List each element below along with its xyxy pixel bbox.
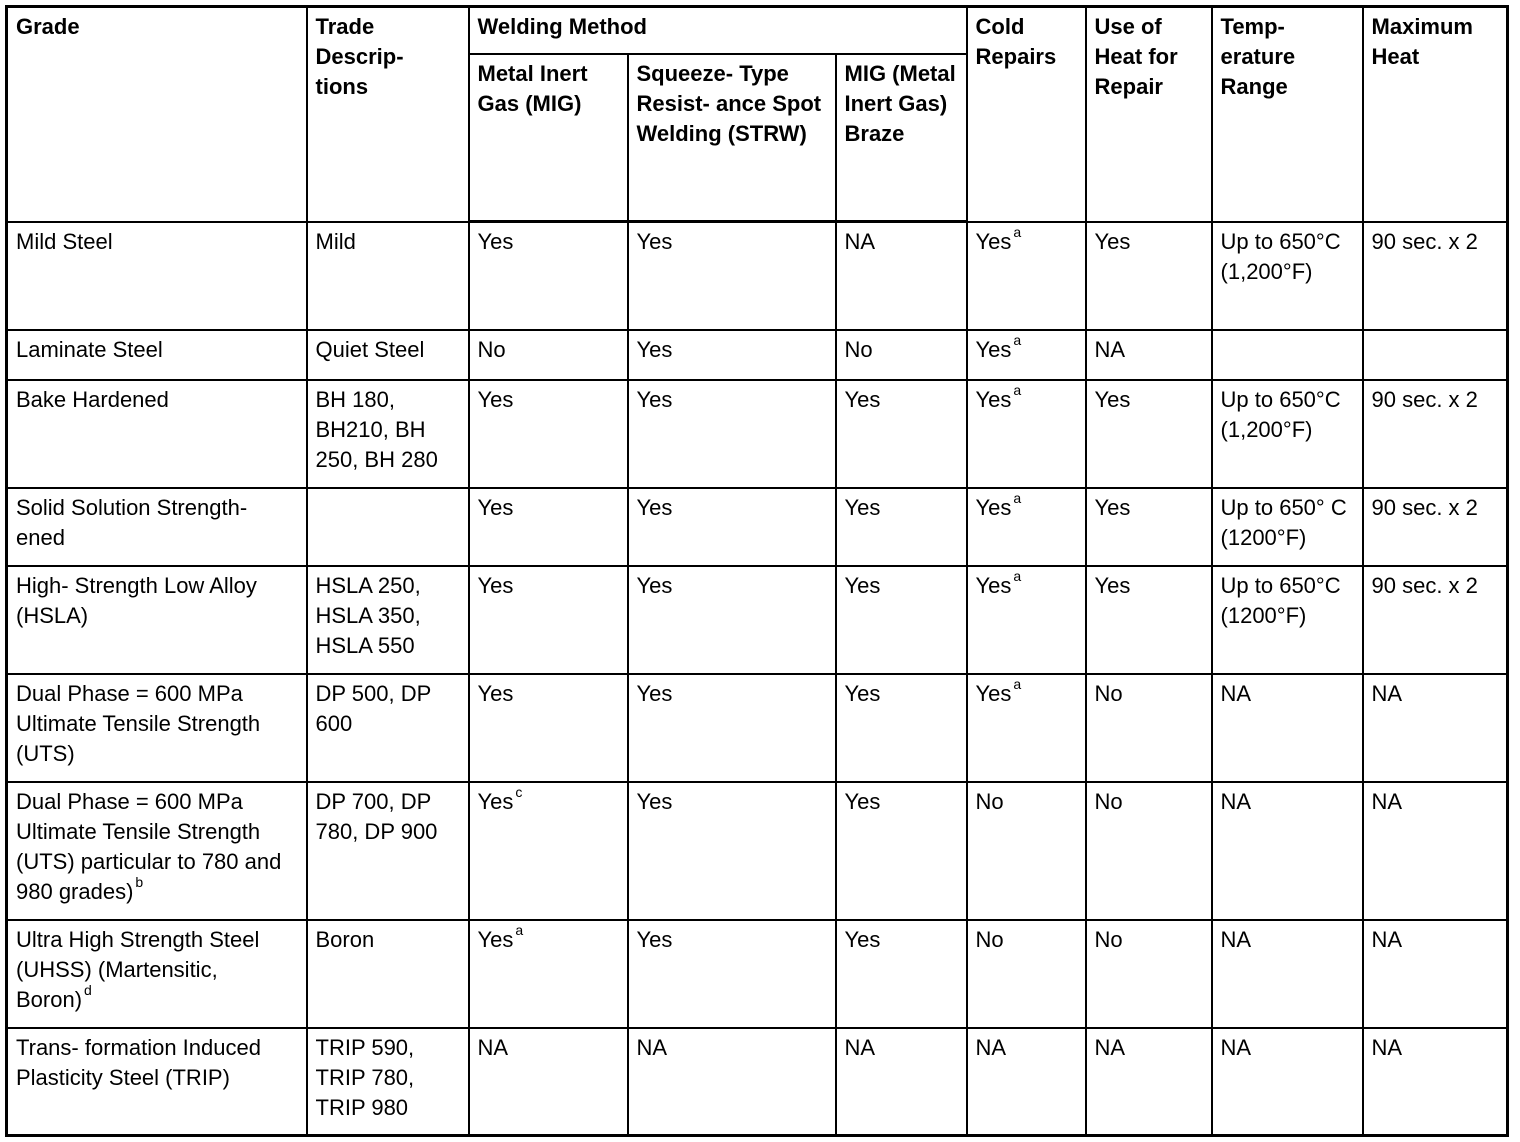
cell-strw: Yes — [628, 674, 836, 782]
cell-temperature-range: Up to 650°C (1,200°F) — [1212, 222, 1363, 330]
cell-maximum-heat — [1363, 330, 1508, 380]
cell-maximum-heat: 90 sec. x 2 — [1363, 566, 1508, 674]
cell-trade-description: Boron — [307, 920, 469, 1028]
cell-maximum-heat: 90 sec. x 2 — [1363, 488, 1508, 566]
grade-text: Dual Phase = 600 MPa Ultimate Tensile Strength (UTS) particular to 780 and 980 grades) — [16, 788, 282, 904]
cell-maximum-heat: NA — [1363, 1028, 1508, 1136]
cell-temperature-range: NA — [1212, 1028, 1363, 1136]
cell-trade-description: BH 180, BH210, BH 250, BH 280 — [307, 380, 469, 488]
cold-text: Yes — [975, 336, 1012, 362]
table-row — [7, 488, 1508, 566]
cell-cold-repairs — [967, 488, 1086, 566]
cell-grade — [7, 1028, 307, 1136]
grade-text: High- Strength Low Alloy (HSLA) — [16, 572, 257, 628]
cell-temperature-range — [1212, 330, 1363, 380]
cell-cold-repairs — [967, 1028, 1086, 1136]
cold-footnote: a — [1013, 382, 1022, 399]
header-temperature-range: Temp- erature Range — [1212, 7, 1363, 222]
cell-use-of-heat: Yes — [1086, 380, 1212, 488]
cell-temperature-range: NA — [1212, 782, 1363, 920]
cell-strw: Yes — [628, 330, 836, 380]
cell-trade-description: DP 700, DP 780, DP 900 — [307, 782, 469, 920]
cold-footnote: a — [1013, 676, 1022, 693]
cell-grade — [7, 488, 307, 566]
cell-strw: Yes — [628, 380, 836, 488]
cold-footnote: a — [1013, 332, 1022, 349]
cell-grade — [7, 566, 307, 674]
cell-use-of-heat: No — [1086, 920, 1212, 1028]
cold-text: No — [975, 788, 1004, 814]
mig-text: Yes — [477, 386, 514, 412]
cell-use-of-heat: NA — [1086, 1028, 1212, 1136]
cell-maximum-heat: NA — [1363, 920, 1508, 1028]
cell-maximum-heat: 90 sec. x 2 — [1363, 222, 1508, 330]
table-row — [7, 380, 1508, 488]
cell-grade — [7, 674, 307, 782]
cell-trade-description: DP 500, DP 600 — [307, 674, 469, 782]
cell-use-of-heat: Yes — [1086, 566, 1212, 674]
cell-mig — [469, 674, 628, 782]
cell-mig-braze: Yes — [836, 782, 967, 920]
cell-trade-description: HSLA 250, HSLA 350, HSLA 550 — [307, 566, 469, 674]
cold-text: Yes — [975, 572, 1012, 598]
cell-use-of-heat: No — [1086, 674, 1212, 782]
cell-trade-description: TRIP 590, TRIP 780, TRIP 980 — [307, 1028, 469, 1136]
header-welding-method: Welding Method — [469, 7, 967, 54]
cold-text: Yes — [975, 680, 1012, 706]
cell-mig — [469, 330, 628, 380]
cell-grade — [7, 782, 307, 920]
mig-text: Yes — [477, 680, 514, 706]
table-body — [7, 222, 1508, 1136]
steel-repair-table — [5, 5, 1509, 1137]
mig-text: Yes — [477, 494, 514, 520]
header-strw: Squeeze- Type Resist- ance Spot Welding (STRW) — [628, 54, 836, 222]
mig-footnote: a — [515, 922, 524, 939]
cell-cold-repairs — [967, 674, 1086, 782]
cell-mig — [469, 222, 628, 330]
cell-temperature-range: NA — [1212, 920, 1363, 1028]
mig-footnote: c — [515, 784, 523, 801]
header-trade-descriptions: Trade Descrip- tions — [307, 7, 469, 222]
cell-temperature-range: Up to 650° C (1200°F) — [1212, 488, 1363, 566]
cell-grade — [7, 380, 307, 488]
cell-maximum-heat: NA — [1363, 782, 1508, 920]
cell-use-of-heat: Yes — [1086, 488, 1212, 566]
cell-mig — [469, 1028, 628, 1136]
cell-maximum-heat: NA — [1363, 674, 1508, 782]
grade-text: Bake Hardened — [16, 386, 169, 412]
cold-footnote: a — [1013, 568, 1022, 585]
cell-grade — [7, 920, 307, 1028]
grade-text: Laminate Steel — [16, 336, 163, 362]
cell-cold-repairs — [967, 920, 1086, 1028]
cell-temperature-range: NA — [1212, 674, 1363, 782]
cell-cold-repairs — [967, 782, 1086, 920]
grade-text: Dual Phase = 600 MPa Ultimate Tensile Strength (UTS) — [16, 680, 261, 766]
cell-mig — [469, 782, 628, 920]
cell-mig-braze: No — [836, 330, 967, 380]
cell-temperature-range: Up to 650°C (1200°F) — [1212, 566, 1363, 674]
cold-text: Yes — [975, 494, 1012, 520]
cold-text: Yes — [975, 386, 1012, 412]
cell-strw: Yes — [628, 222, 836, 330]
header-mig-braze: MIG (Metal Inert Gas) Braze — [836, 54, 967, 222]
table-row — [7, 1028, 1508, 1136]
cell-mig-braze: Yes — [836, 488, 967, 566]
header-maximum-heat: Maximum Heat — [1363, 7, 1508, 222]
cell-cold-repairs — [967, 222, 1086, 330]
cell-temperature-range: Up to 650°C (1,200°F) — [1212, 380, 1363, 488]
table-row — [7, 330, 1508, 380]
cell-mig — [469, 380, 628, 488]
cell-trade-description — [307, 488, 469, 566]
cell-mig-braze: Yes — [836, 920, 967, 1028]
cell-mig — [469, 920, 628, 1028]
cell-strw: Yes — [628, 488, 836, 566]
cell-mig-braze: NA — [836, 222, 967, 330]
mig-text: NA — [477, 1034, 509, 1060]
cell-grade — [7, 330, 307, 380]
mig-text: Yes — [477, 229, 514, 254]
grade-text: Solid Solution Strength- ened — [16, 494, 248, 550]
mig-text: Yes — [477, 926, 514, 952]
cell-strw: Yes — [628, 782, 836, 920]
cell-trade-description: Mild — [307, 222, 469, 330]
header-use-of-heat: Use of Heat for Repair — [1086, 7, 1212, 222]
cell-mig-braze: NA — [836, 1028, 967, 1136]
cell-maximum-heat: 90 sec. x 2 — [1363, 380, 1508, 488]
grade-text: Ultra High Strength Steel (UHSS) (Martensitic, Boron) — [16, 926, 260, 1012]
header-mig: Metal Inert Gas (MIG) — [469, 54, 628, 222]
cell-mig-braze: Yes — [836, 380, 967, 488]
cell-grade — [7, 222, 307, 330]
table-row — [7, 222, 1508, 330]
cell-cold-repairs — [967, 330, 1086, 380]
grade-footnote: b — [135, 874, 144, 891]
steel-repair-table-container — [5, 5, 1506, 1135]
header-row-1 — [7, 7, 1508, 54]
table-row — [7, 674, 1508, 782]
cell-cold-repairs — [967, 566, 1086, 674]
cold-footnote: a — [1013, 224, 1022, 241]
cold-text: Yes — [975, 228, 1012, 254]
cell-cold-repairs — [967, 380, 1086, 488]
cold-text: No — [975, 926, 1004, 952]
cell-mig — [469, 488, 628, 566]
cell-mig — [469, 566, 628, 674]
grade-text: Trans- formation Induced Plasticity Steel (TRIP) — [16, 1034, 261, 1090]
cell-strw: NA — [628, 1028, 836, 1136]
mig-text: No — [477, 336, 506, 362]
cell-mig-braze: Yes — [836, 674, 967, 782]
cell-use-of-heat: No — [1086, 782, 1212, 920]
header-grade: Grade — [7, 7, 307, 222]
mig-text: Yes — [477, 788, 514, 814]
cell-mig-braze: Yes — [836, 566, 967, 674]
cell-strw: Yes — [628, 920, 836, 1028]
cold-footnote: a — [1013, 490, 1022, 507]
cold-text: NA — [975, 1034, 1007, 1060]
mig-text: Yes — [477, 572, 514, 598]
table-row — [7, 782, 1508, 920]
table-row — [7, 920, 1508, 1028]
cell-strw: Yes — [628, 566, 836, 674]
grade-text: Mild Steel — [16, 228, 113, 254]
cell-use-of-heat: Yes — [1086, 222, 1212, 330]
grade-footnote: d — [84, 982, 92, 999]
cell-trade-description: Quiet Steel — [307, 330, 469, 380]
cell-use-of-heat: NA — [1086, 330, 1212, 380]
table-row — [7, 566, 1508, 674]
header-cold-repairs: Cold Repairs — [967, 7, 1086, 222]
